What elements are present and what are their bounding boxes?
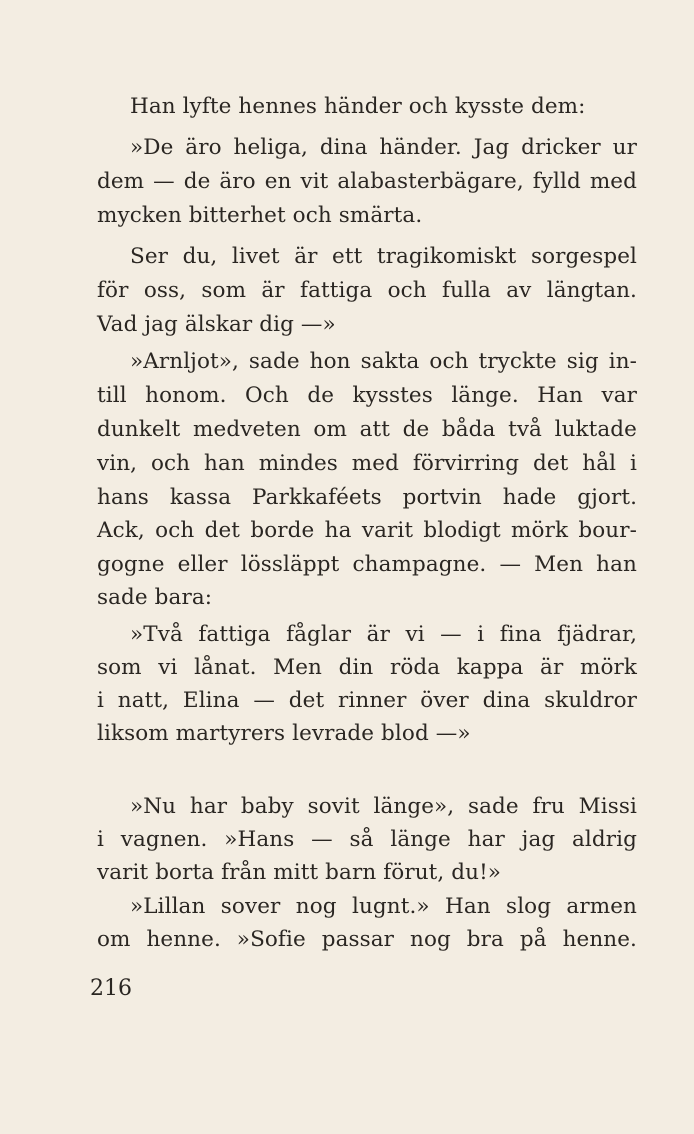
text-line: Vad jag älskar dig —» — [97, 312, 336, 337]
text-line: varit borta från mitt barn förut, du!» — [97, 860, 502, 885]
text-line: som vi lånat. Men din röda kappa är mörk — [97, 655, 637, 680]
text-line: gogne eller lössläppt champagne. — Men han — [97, 552, 637, 577]
text-line: i vagnen. »Hans — så länge har jag aldrig — [97, 827, 637, 852]
text-line: dunkelt medveten om att de båda två luktade — [97, 417, 637, 442]
text-line: »Lillan sover nog lugnt.» Han slog armen — [130, 894, 637, 919]
text-line: Ser du, livet är ett tragikomiskt sorgespel — [130, 244, 637, 269]
text-line: »Två fattiga fåglar är vi — i fina fjädrar, — [130, 622, 637, 647]
text-line: Han lyfte hennes händer och kysste dem: — [130, 94, 586, 119]
text-line: liksom martyrers levrade blod —» — [97, 721, 471, 746]
text-line: »Nu har baby sovit länge», sade fru Missi — [130, 794, 637, 819]
text-line: dem — de äro en vit alabasterbägare, fylld med — [97, 169, 637, 194]
text-line: »De äro heliga, dina händer. Jag dricker ur — [130, 135, 637, 160]
text-line: sade bara: — [97, 585, 213, 610]
text-line: mycken bitterhet och smärta. — [97, 203, 423, 228]
text-line: för oss, som är fattiga och fulla av längtan. — [97, 278, 637, 303]
text-line: »Arnljot», sade hon sakta och tryckte sig in- — [130, 349, 637, 374]
text-line: Ack, och det borde ha varit blodigt mörk bour- — [97, 518, 637, 543]
text-line: vin, och han mindes med förvirring det hål i — [97, 451, 637, 476]
page-number: 216 — [90, 976, 132, 1001]
text-line: om henne. »Sofie passar nog bra på henne. — [97, 927, 637, 952]
text-line: i natt, Elina — det rinner över dina skuldror — [97, 688, 637, 713]
text-line: till honom. Och de kysstes länge. Han var — [97, 383, 637, 408]
text-line: hans kassa Parkkaféets portvin hade gjort. — [97, 485, 637, 510]
